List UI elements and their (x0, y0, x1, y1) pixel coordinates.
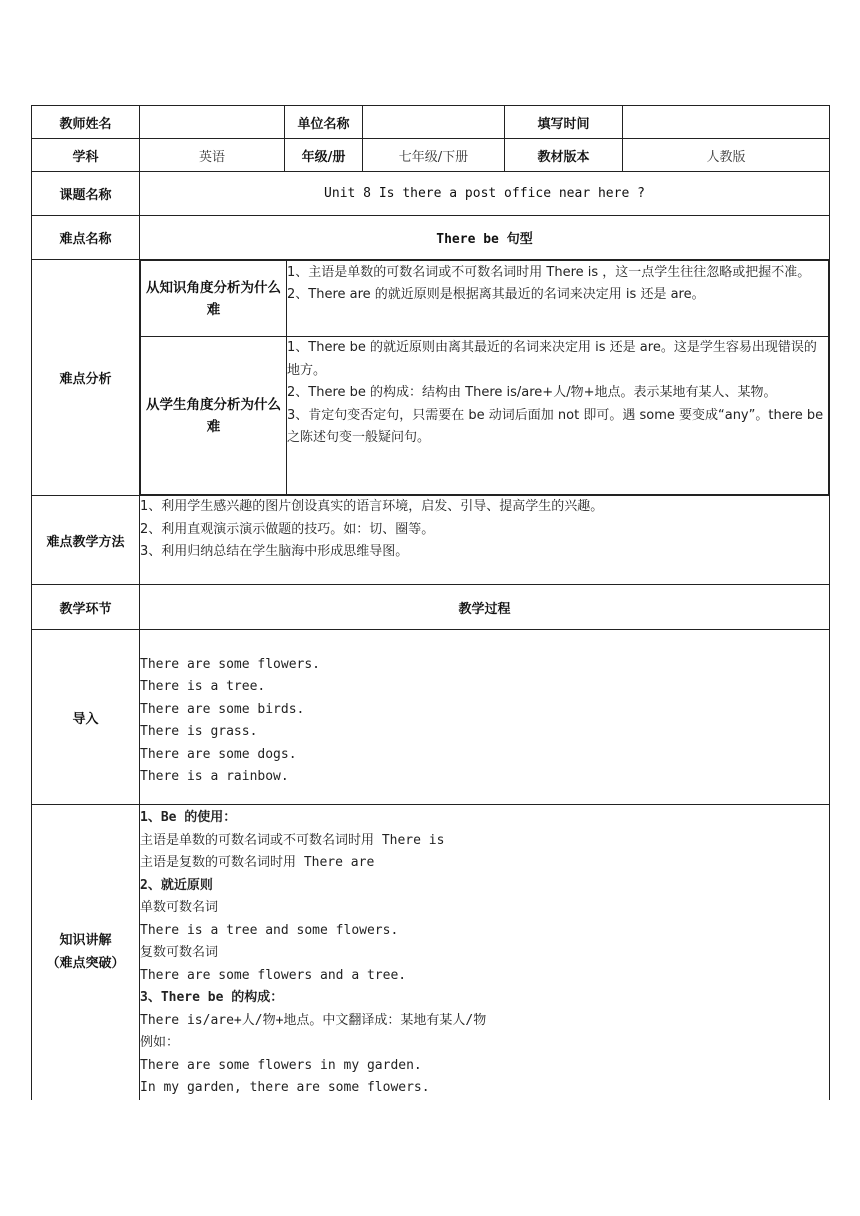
edition-label: 教材版本 (505, 139, 623, 172)
knowledge-heading: 3、There be 的构成： (140, 990, 284, 1005)
unit-name-label: 单位名称 (285, 106, 363, 139)
method-line: 3、利用归纳总结在学生脑海中形成思维导图。 (140, 544, 409, 559)
intro-text (140, 630, 830, 805)
knowledge-line: There is a tree and some flowers. (140, 922, 399, 938)
grade-value: 七年级/下册 (363, 139, 505, 172)
student-angle-line: 2、There be 的构成：结构由 There is/are+人/物+地点。表示某地有某人、某物。 (287, 385, 777, 400)
topic-label: 课题名称 (32, 172, 140, 216)
knowledge-label (32, 805, 140, 1100)
analysis-cell (140, 260, 830, 496)
knowledge-angle-label: 从知识角度分析为什么难 (141, 261, 287, 337)
intro-line: There are some birds. (140, 701, 305, 717)
student-angle-text (287, 337, 829, 495)
knowledge-line: 主语是单数的可数名词或不可数名词时用 There is (140, 832, 445, 848)
knowledge-line: 复数可数名词 (140, 945, 219, 960)
intro-line: There is a tree. (140, 679, 266, 694)
student-angle-line: 3、肯定句变否定句，只需要在 be 动词后面加 not 即可。遇 some 要变成“any”。there be之陈述句变一般疑问句。 (287, 407, 824, 445)
knowledge-line: There are some flowers and a tree. (140, 967, 407, 983)
knowledge-angle-line: 1、主语是单数的可数名词或不可数名词时用 There is ，这一点学生往往忽略或把握不准。 (287, 265, 811, 280)
method-line: 1、利用学生感兴趣的图片创设真实的语言环境，启发、引导、提高学生的兴趣。 (140, 499, 604, 514)
student-angle-line: 1、There be 的就近原则由离其最近的名词来决定用 is 还是 are。这是学生容易出现错误的地方。 (287, 340, 817, 378)
intro-line: There is grass. (140, 724, 258, 739)
analysis-label: 难点分析 (32, 260, 140, 496)
difficulty-value: There be 句型 (140, 216, 830, 260)
intro-line: There is a rainbow. (140, 769, 289, 784)
knowledge-angle-text (287, 261, 829, 337)
knowledge-heading: 2、就近原则 (140, 877, 213, 893)
student-angle-label: 从学生角度分析为什么难 (141, 337, 287, 495)
knowledge-line: There is/are+人/物+地点。中文翻译成：某地有某人/物 (140, 1012, 487, 1028)
knowledge-line: 单数可数名词 (140, 900, 219, 915)
teacher-name-value (140, 106, 285, 139)
knowledge-line: 主语是复数的可数名词时用 There are (140, 855, 375, 870)
process-header: 教学过程 (140, 585, 830, 630)
method-line: 2、利用直观演示演示做题的技巧。如：切、圈等。 (140, 521, 435, 537)
knowledge-angle-line: 2、There are 的就近原则是根据离其最近的名词来决定用 is 还是 are。 (287, 287, 705, 302)
edition-value: 人教版 (623, 139, 830, 172)
topic-value: Unit 8 Is there a post office near here ? (140, 172, 830, 216)
knowledge-line: In my garden, there are some flowers. (140, 1080, 430, 1095)
analysis-inner-table (140, 260, 829, 495)
intro-line: There are some dogs. (140, 746, 297, 762)
method-label: 难点教学方法 (32, 496, 140, 585)
knowledge-label-line1: 知识讲解 (59, 933, 112, 949)
process-stage-label: 教学环节 (32, 585, 140, 630)
intro-line: There are some flowers. (140, 656, 321, 672)
method-text (140, 496, 830, 585)
knowledge-line: 例如： (140, 1035, 180, 1050)
knowledge-text (140, 805, 830, 1100)
teacher-name-label: 教师姓名 (32, 106, 140, 139)
lesson-plan-table (31, 105, 830, 1100)
grade-label: 年级/册 (285, 139, 363, 172)
knowledge-label-line2: （难点突破） (46, 956, 125, 972)
knowledge-line: There are some flowers in my garden. (140, 1057, 422, 1073)
knowledge-heading: 1、Be 的使用： (140, 810, 237, 825)
unit-name-value (363, 106, 505, 139)
intro-label: 导入 (32, 630, 140, 805)
subject-label: 学科 (32, 139, 140, 172)
fill-time-label: 填写时间 (505, 106, 623, 139)
difficulty-label: 难点名称 (32, 216, 140, 260)
subject-value: 英语 (140, 139, 285, 172)
fill-time-value (623, 106, 830, 139)
